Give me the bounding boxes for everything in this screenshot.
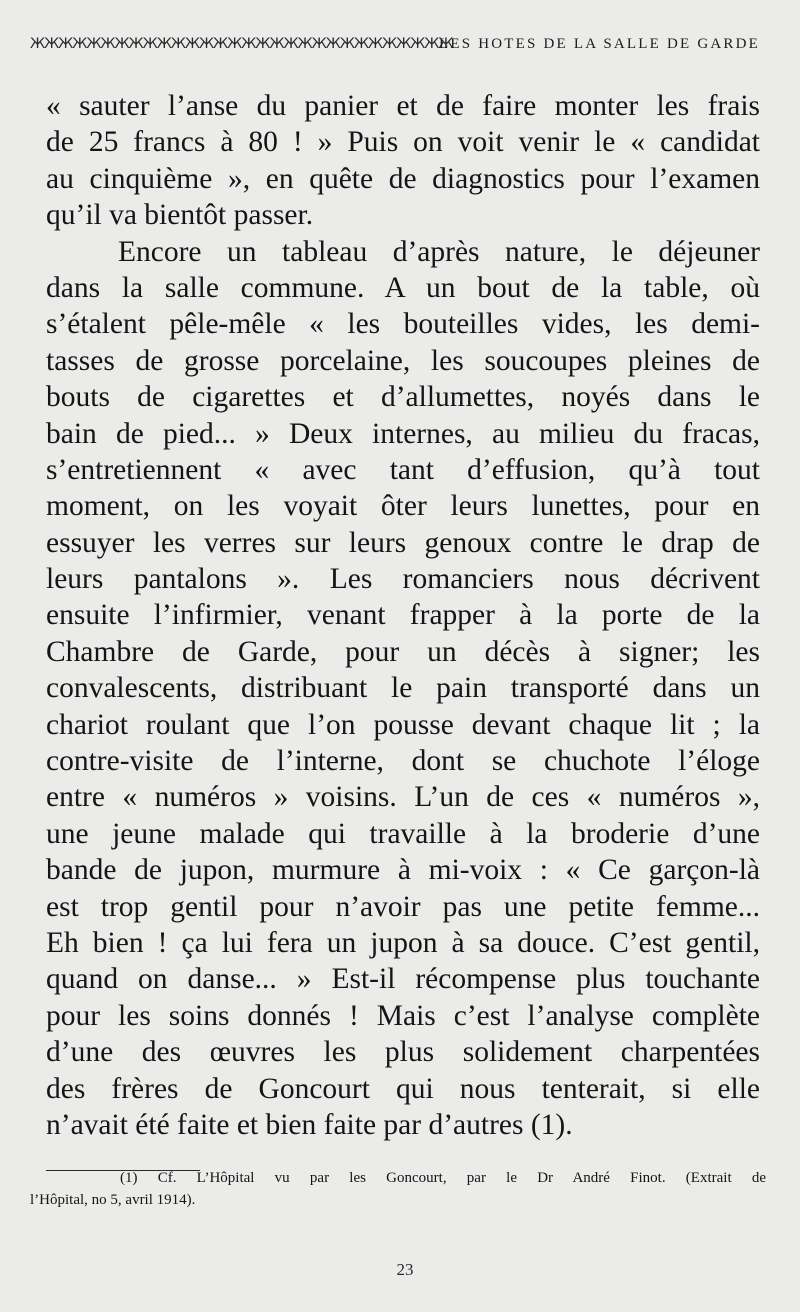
page-header xyxy=(30,30,760,58)
text-line: au cinquième », en quête de diagnostics pour l’examen xyxy=(46,162,760,195)
text-line: est trop gentil pour n’avoir pas une petite femme... xyxy=(46,890,760,923)
header-ornament: ЖЖЖЖЖЖЖЖЖЖЖЖЖЖЖЖЖЖЖЖЖЖЖЖЖЖЖЖЖЖ xyxy=(30,36,453,52)
text-line: chariot roulant que l’on pousse devant chaque lit ; la xyxy=(46,708,760,741)
page-number: 23 xyxy=(396,1260,414,1279)
text-line: dans la salle commune. A un bout de la table, où xyxy=(46,271,760,304)
text-line: quand on danse... » Est-il récompense plus touchante xyxy=(46,963,760,996)
text-line: une jeune malade qui travaille à la broderie d’une xyxy=(46,817,760,850)
footnote-line: (1) Cf. L’Hôpital vu par les Goncourt, par le Dr André Finot. (Extrait de xyxy=(120,1170,766,1186)
text-line: bain de pied... » Deux internes, au milieu du fracas, xyxy=(46,417,760,450)
text-line: leurs pantalons ». Les romanciers nous décrivent xyxy=(46,563,760,596)
footnote-line: l’Hôpital, no 5, avril 1914). xyxy=(30,1192,196,1208)
text-line: bouts de cigarettes et d’allumettes, noyés dans le xyxy=(46,381,760,414)
text-line: Eh bien ! ça lui fera un jupon à sa douce. C’est gentil, xyxy=(46,926,760,959)
text-line: contre-visite de l’interne, dont se chuchote l’éloge xyxy=(46,745,760,778)
text-line: « sauter l’anse du panier et de faire monter les frais xyxy=(46,90,760,122)
text-line: essuyer les verres sur leurs genoux contre le drap de xyxy=(46,526,760,559)
text-line: d’une des œuvres les plus solidement charpentées xyxy=(46,1036,760,1069)
text-line: moment, on les voyait ôter leurs lunettes, pour en xyxy=(46,490,760,523)
text-line: de 25 francs à 80 ! » Puis on voit venir le « candidat xyxy=(46,126,760,159)
text-line: pour les soins donnés ! Mais c’est l’analyse complète xyxy=(46,999,760,1032)
text-line: Encore un tableau d’après nature, le déjeuner xyxy=(118,235,760,268)
text-line: bande de jupon, murmure à mi-voix : « Ce garçon-là xyxy=(46,854,760,887)
body-text xyxy=(46,88,760,1143)
text-line: ensuite l’infirmier, venant frapper à la porte de la xyxy=(46,599,760,632)
text-line: tasses de grosse porcelaine, les soucoupes pleines de xyxy=(46,344,760,377)
text-line: s’entretiennent « avec tant d’effusion, qu’à tout xyxy=(46,453,760,486)
text-line: n’avait été faite et bien faite par d’autres (1). xyxy=(46,1108,573,1141)
text-line: entre « numéros » voisins. L’un de ces « numéros », xyxy=(46,781,760,814)
text-line: s’étalent pêle-mêle « les bouteilles vides, les demi- xyxy=(46,308,760,341)
text-line: qu’il va bientôt passer. xyxy=(46,199,314,232)
text-line: des frères de Goncourt qui nous tenterait, si elle xyxy=(46,1072,760,1105)
text-line: convalescents, distribuant le pain transporté dans un xyxy=(46,672,760,705)
running-title: LES HOTES DE LA SALLE DE GARDE xyxy=(439,35,760,52)
text-line: Chambre de Garde, pour un décès à signer; les xyxy=(46,635,760,668)
footnote xyxy=(30,1167,766,1211)
